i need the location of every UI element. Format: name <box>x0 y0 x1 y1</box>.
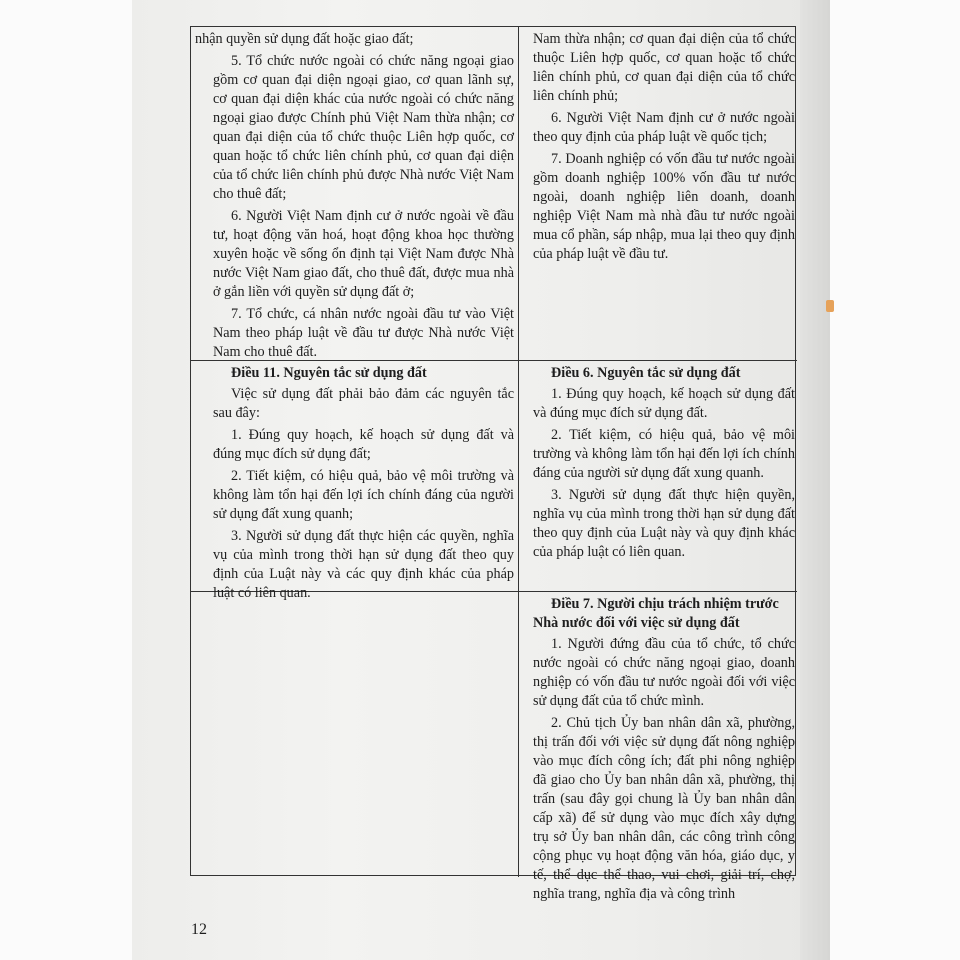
paragraph: 6. Người Việt Nam định cư ở nước ngoài theo quy định của pháp luật về quốc tịch; <box>533 110 795 145</box>
paragraph: Việc sử dụng đất phải bảo đảm các nguyên tắc sau đây: <box>213 386 514 421</box>
article-heading: Điều 6. Nguyên tắc sử dụng đất <box>551 365 741 381</box>
paragraph: 1. Đúng quy hoạch, kế hoạch sử dụng đất và đúng mục đích sử dụng đất. <box>533 386 795 421</box>
table-cell-r1-right <box>519 27 797 361</box>
page-number: 12 <box>191 921 207 938</box>
table-cell-r1-left <box>191 27 519 361</box>
paragraph: 1. Người đứng đầu của tổ chức, tổ chức nước ngoài có chức năng ngoại giao, doanh nghiệp có vốn đầu tư nước ngoài đối với việc sử dụng đất của tổ chức mình. <box>533 636 795 709</box>
table-cell-r3-left <box>191 592 519 877</box>
paragraph: 2. Chủ tịch Ủy ban nhân dân xã, phường, thị trấn đối với việc sử dụng đất nông nghiệp vào mục đích công ích; đất phi nông nghiệp đã giao cho Ủy ban nhân dân xã, phường, thị trấn (sau đây gọi chung là Ủy ban nhân dân cấp xã) để sử dụng vào mục đích xây dựng trụ sở Ủy ban nhân dân, các công trình công cộng phục vụ hoạt động văn hóa, giáo dục, y tế, thể dục thể thao, vui chơi, giải trí, chợ, nghĩa trang, nghĩa địa và công trình <box>533 715 795 902</box>
paragraph: Nam thừa nhận; cơ quan đại diện của tổ chức thuộc Liên hợp quốc, cơ quan hoặc tổ chức liên chính phủ, cơ quan đại diện của tổ chức liên chính phủ; <box>533 31 795 104</box>
paragraph: 5. Tổ chức nước ngoài có chức năng ngoại giao gồm cơ quan đại diện ngoại giao, cơ quan lãnh sự, cơ quan đại diện khác của nước ngoài có chức năng ngoại giao được Chính phủ Việt Nam thừa nhận; cơ quan đại diện của tổ chức thuộc Liên hợp quốc, cơ quan hoặc tổ chức liên chính phủ, cơ quan đại diện của tổ chức liên chính phủ được Nhà nước Việt Nam cho thuê đất; <box>213 53 514 202</box>
paragraph: 2. Tiết kiệm, có hiệu quả, bảo vệ môi trường và không làm tổn hại đến lợi ích chính đáng của người sử dụng đất xung quanh. <box>533 427 795 481</box>
paragraph: 7. Doanh nghiệp có vốn đầu tư nước ngoài gồm doanh nghiệp 100% vốn đầu tư nước ngoài, doanh nghiệp liên doanh, doanh nghiệp Việt Nam mà nhà đầu tư nước ngoài mua cổ phần, sáp nhập, mua lại theo quy định của pháp luật về đầu tư. <box>533 151 795 262</box>
table-cell-r2-left <box>191 361 519 601</box>
paragraph: 2. Tiết kiệm, có hiệu quả, bảo vệ môi trường và không làm tổn hại đến lợi ích chính đáng của người sử dụng đất xung quanh; <box>213 468 514 522</box>
page-edge-shadow <box>800 0 830 960</box>
paragraph: 3. Người sử dụng đất thực hiện quyền, nghĩa vụ của mình trong thời hạn sử dụng đất theo quy định của Luật này và quy định khác của pháp luật có liên quan. <box>533 487 795 560</box>
article-heading: Điều 7. Người chịu trách nhiệm trước Nhà nước đối với việc sử dụng đất <box>533 596 779 631</box>
table-cell-r3-right <box>519 592 797 902</box>
table-cell-r2-right <box>519 361 797 592</box>
paragraph: nhận quyền sử dụng đất hoặc giao đất; <box>195 31 414 47</box>
paragraph: 7. Tổ chức, cá nhân nước ngoài đầu tư vào Việt Nam theo pháp luật về đầu tư được Nhà nước Việt Nam cho thuê đất. <box>213 306 514 360</box>
article-heading: Điều 11. Nguyên tắc sử dụng đất <box>231 365 427 381</box>
paragraph: 6. Người Việt Nam định cư ở nước ngoài về đầu tư, hoạt động văn hoá, hoạt động khoa học thường xuyên hoặc về sống ổn định tại Việt Nam được Nhà nước Việt Nam giao đất, cho thuê đất, được mua nhà ở gắn liền với quyền sử dụng đất ở; <box>213 208 514 300</box>
bookmark-tab <box>826 300 834 312</box>
comparison-table <box>190 26 796 902</box>
paragraph: 1. Đúng quy hoạch, kế hoạch sử dụng đất và đúng mục đích sử dụng đất; <box>213 427 514 462</box>
paragraph: 3. Người sử dụng đất thực hiện các quyền, nghĩa vụ của mình trong thời hạn sử dụng đất theo quy định của Luật này và các quy định khác của pháp luật có liên quan. <box>213 528 514 601</box>
